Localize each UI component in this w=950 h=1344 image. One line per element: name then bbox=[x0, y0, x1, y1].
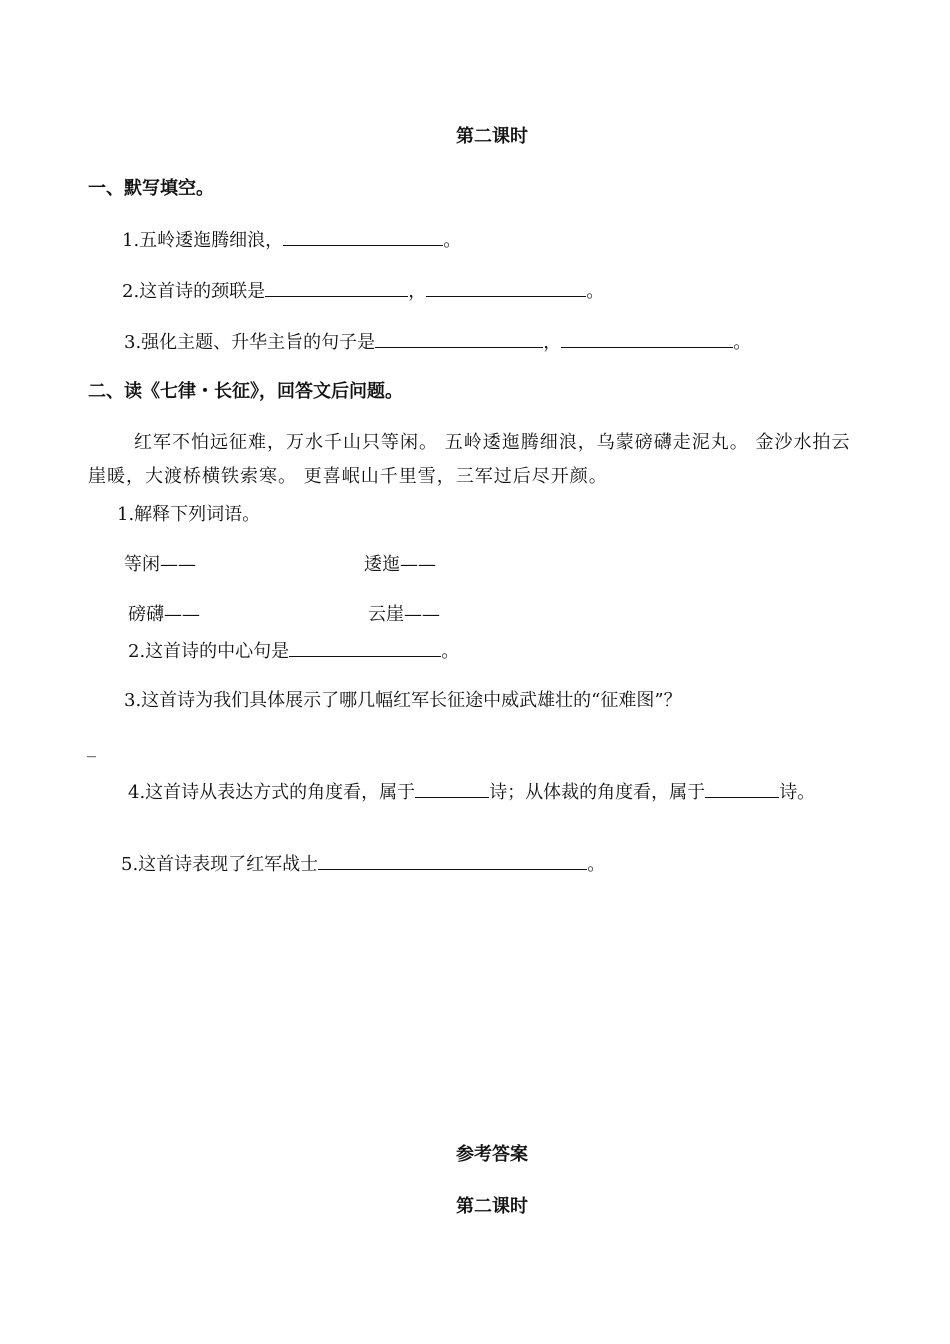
question-text: 4.这首诗从表达方式的角度看，属于 bbox=[128, 782, 416, 803]
page-title: 第二课时 bbox=[456, 126, 528, 147]
punctuation: ， bbox=[543, 332, 562, 353]
answer-blank[interactable] bbox=[265, 280, 408, 297]
answer-mark: _ bbox=[87, 737, 96, 758]
question-explain-words: 1.解释下列词语。 bbox=[117, 504, 261, 525]
answers-subheading: 第二课时 bbox=[456, 1196, 528, 1217]
question-text: 2.这首诗的中心句是 bbox=[128, 641, 290, 662]
fill-question-3 bbox=[124, 331, 751, 354]
word-yunya: 云崖—— bbox=[368, 604, 440, 625]
question-poem-type bbox=[128, 781, 815, 804]
answer-blank[interactable] bbox=[426, 280, 586, 297]
answer-blank[interactable] bbox=[283, 229, 443, 246]
fill-question-1 bbox=[122, 229, 461, 252]
answer-blank[interactable] bbox=[415, 781, 489, 798]
fill-question-2 bbox=[122, 280, 604, 303]
question-text: 5.这首诗表现了红军战士 bbox=[121, 854, 319, 875]
question-text: 3.强化主题、升华主旨的句子是 bbox=[124, 332, 376, 353]
question-text: 2.这首诗的颈联是 bbox=[122, 281, 266, 302]
question-central-sentence bbox=[128, 640, 459, 663]
answer-blank[interactable] bbox=[561, 331, 733, 348]
section-2-heading: 二、读《七律・长征》，回答文后问题。 bbox=[88, 381, 403, 402]
poem-line-1: 红军不怕远征难，万水千山只等闲。 五岭逶迤腾细浪，乌蒙磅礴走泥丸。 金沙水拍云 bbox=[134, 432, 851, 453]
question-text: 诗。 bbox=[779, 782, 816, 803]
punctuation: ， bbox=[408, 281, 427, 302]
word-dengxian: 等闲—— bbox=[124, 554, 196, 575]
question-scenes: 3.这首诗为我们具体展示了哪几幅红军长征途中威武雄壮的“征难图”？ bbox=[124, 690, 682, 711]
question-text: 诗；从体裁的角度看，属于 bbox=[489, 782, 706, 803]
word-pangbo: 磅礴—— bbox=[128, 604, 200, 625]
question-spirit bbox=[121, 853, 605, 876]
answers-heading: 参考答案 bbox=[456, 1144, 528, 1165]
punctuation: 。 bbox=[441, 641, 460, 662]
punctuation: 。 bbox=[586, 281, 605, 302]
punctuation: 。 bbox=[587, 854, 606, 875]
answer-blank[interactable] bbox=[375, 331, 543, 348]
punctuation: 。 bbox=[733, 332, 752, 353]
section-1-heading: 一、默写填空。 bbox=[88, 178, 214, 199]
answer-blank[interactable] bbox=[289, 640, 441, 657]
punctuation: 。 bbox=[443, 230, 462, 251]
answer-blank[interactable] bbox=[318, 853, 587, 870]
poem-line-2: 崖暖，大渡桥横铁索寒。 更喜岷山千里雪，三军过后尽开颜。 bbox=[88, 466, 608, 487]
answer-blank[interactable] bbox=[705, 781, 779, 798]
word-weiyi: 逶迤—— bbox=[364, 554, 436, 575]
question-text: 1.五岭逶迤腾细浪， bbox=[122, 230, 284, 251]
